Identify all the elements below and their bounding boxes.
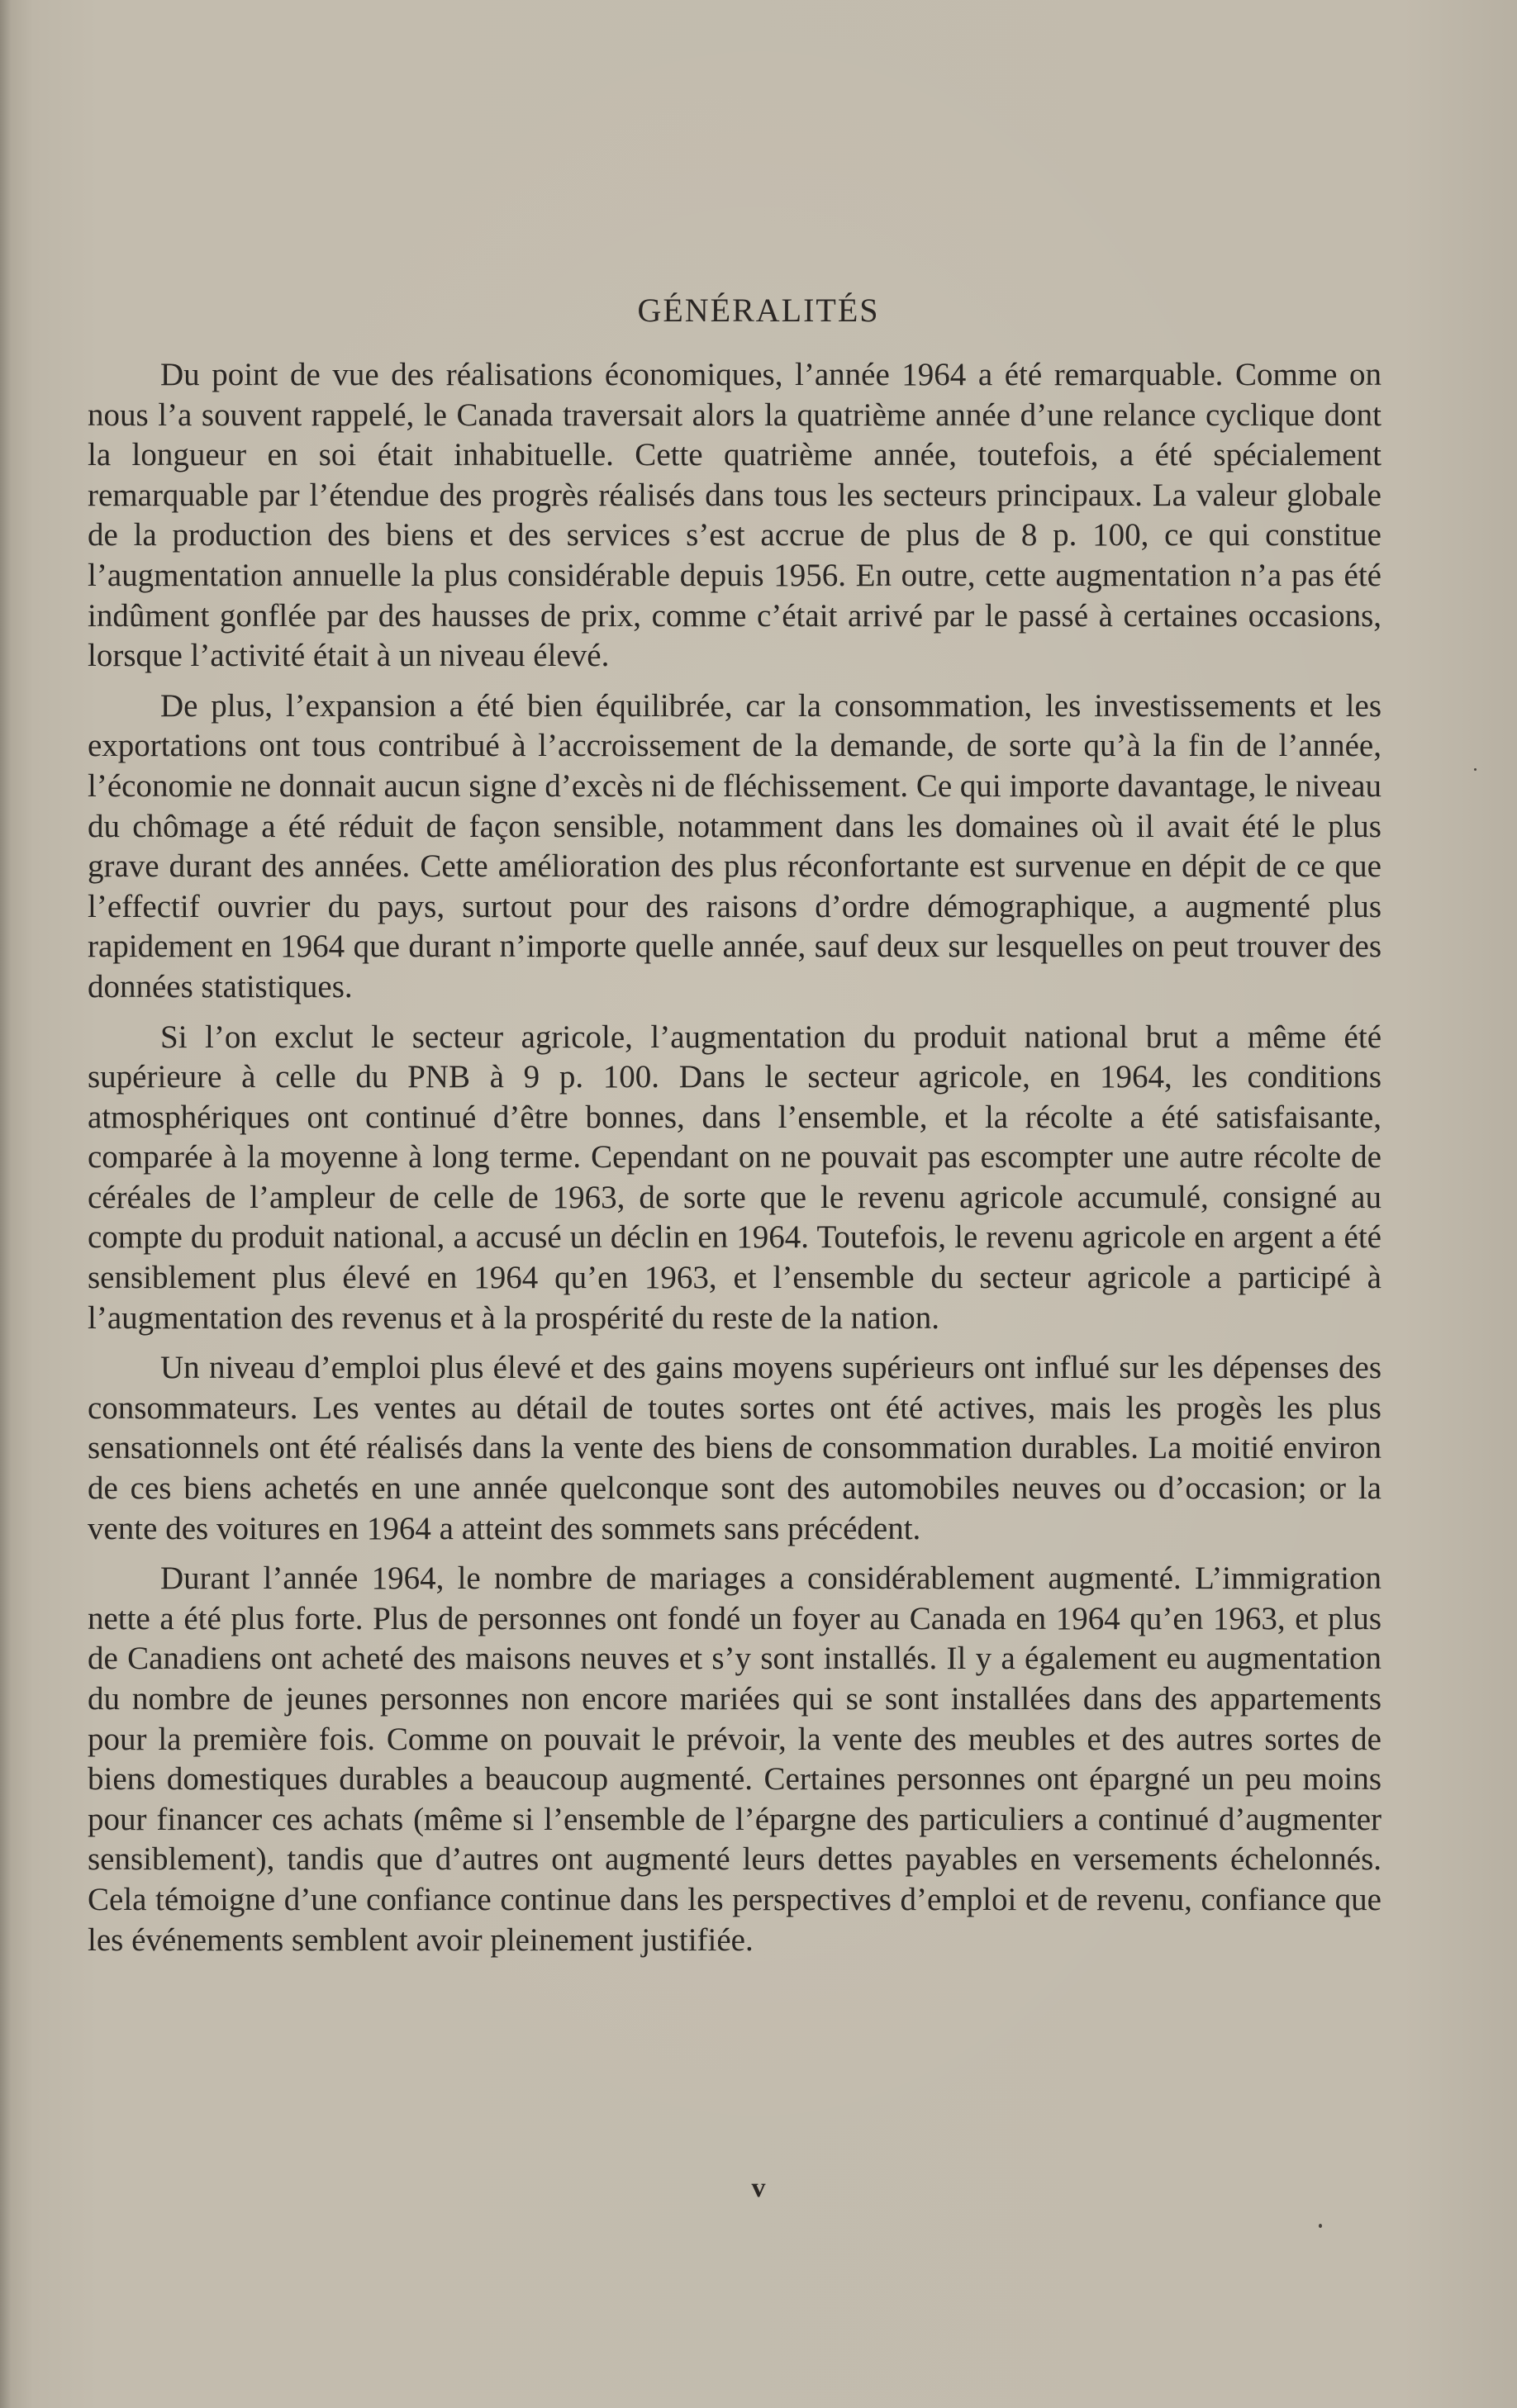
paper-speck xyxy=(1474,768,1477,771)
page-number: v xyxy=(751,2173,766,2203)
body-text xyxy=(88,355,1381,1970)
paper-speck xyxy=(1319,2224,1322,2228)
page-heading: GÉNÉRALITÉS xyxy=(637,292,880,329)
paragraph: De plus, l’expansion a été bien équilibrée, car la consommation, les investissements et les exportations ont tous contribué à l’accroissement de la demande, de sorte qu’à la fin de l’année, l’économie ne donnait aucun signe d’excès ni de fléchissement. Ce qui importe davantage, le niveau du chômage a été réduit de façon sensible, notamment dans les domaines où il avait été le plus grave durant des années. Cette amélioration des plus réconfortante est survenue en dépit de ce que l’effectif ouvrier du pays, surtout pour des raisons d’ordre démographique, a augmenté plus rapidement en 1964 que durant n’importe quelle année, sauf deux sur lesquelles on peut trouver des données statistiques. xyxy=(88,687,1381,1005)
page-binding-edge xyxy=(0,0,12,2408)
paragraph: Durant l’année 1964, le nombre de mariages a considérablement augmenté. L’immigration nette a été plus forte. Plus de personnes ont fondé un foyer au Canada en 1964 qu’en 1963, et plus de Canadiens ont acheté des maisons neuves et s’y sont installés. Il y a également eu augmentation du nombre de jeunes personnes non encore mariées qui se sont installées dans des appartements pour la première fois. Comme on pouvait le prévoir, la vente des meubles et des autres sortes de biens domestiques durables a beaucoup augmenté. Certaines personnes ont épargné un peu moins pour financer ces achats (même si l’ensemble de l’épargne des particuliers a continué d’augmenter sensiblement), tandis que d’autres ont augmenté leurs dettes payables en versements échelonnés. Cela témoigne d’une confiance continue dans les perspectives d’emploi et de revenu, confiance que les événements semblent avoir pleinement justifiée. xyxy=(88,1560,1381,1958)
paragraph: Un niveau d’emploi plus élevé et des gains moyens supérieurs ont influé sur les dépenses des consommateurs. Les ventes au détail de toutes sortes ont été actives, mais les progès les plus sensationnels ont été réalisés dans la vente des biens de consommation durables. La moitié environ de ces biens achetés en une année quelconque sont des automobiles neuves ou d’occasion; or la vente des voitures en 1964 a atteint des sommets sans précédent. xyxy=(88,1350,1381,1546)
paragraph: Si l’on exclut le secteur agricole, l’augmentation du produit national brut a même été supérieure à celle du PNB à 9 p. 100. Dans le secteur agricole, en 1964, les conditions atmosphériques ont continué d’être bonnes, dans l’ensemble, et la récolte a été satisfaisante, comparée à la moyenne à long terme. Cependant on ne pouvait pas escompter une autre récolte de céréales de l’ampleur de celle de 1963, de sorte que le revenu agricole accumulé, consigné au compte du produit national, a accusé un déclin en 1964. Toutefois, le revenu agricole en argent a été sensiblement plus élevé en 1964 qu’en 1963, et l’ensemble du secteur agricole a participé à l’augmentation des revenus et à la prospérité du reste de la nation. xyxy=(88,1019,1381,1336)
paragraph: Du point de vue des réalisations économiques, l’année 1964 a été remarquable. Comme on nous l’a souvent rappelé, le Canada traversait alors la quatrième année d’une relance cyclique dont la longueur en soi était inhabituelle. Cette quatrième année, toutefois, a été spécialement remarquable par l’étendue des progrès réalisés dans tous les secteurs principaux. La valeur globale de la production des biens et des services s’est accrue de plus de 8 p. 100, ce qui constitue l’augmentation annuelle la plus considérable depuis 1956. En outre, cette augmentation n’a pas été indûment gonflée par des hausses de prix, comme c’était arrivé par le passé à certaines occasions, lorsque l’activité était à un niveau élevé. xyxy=(88,357,1381,674)
